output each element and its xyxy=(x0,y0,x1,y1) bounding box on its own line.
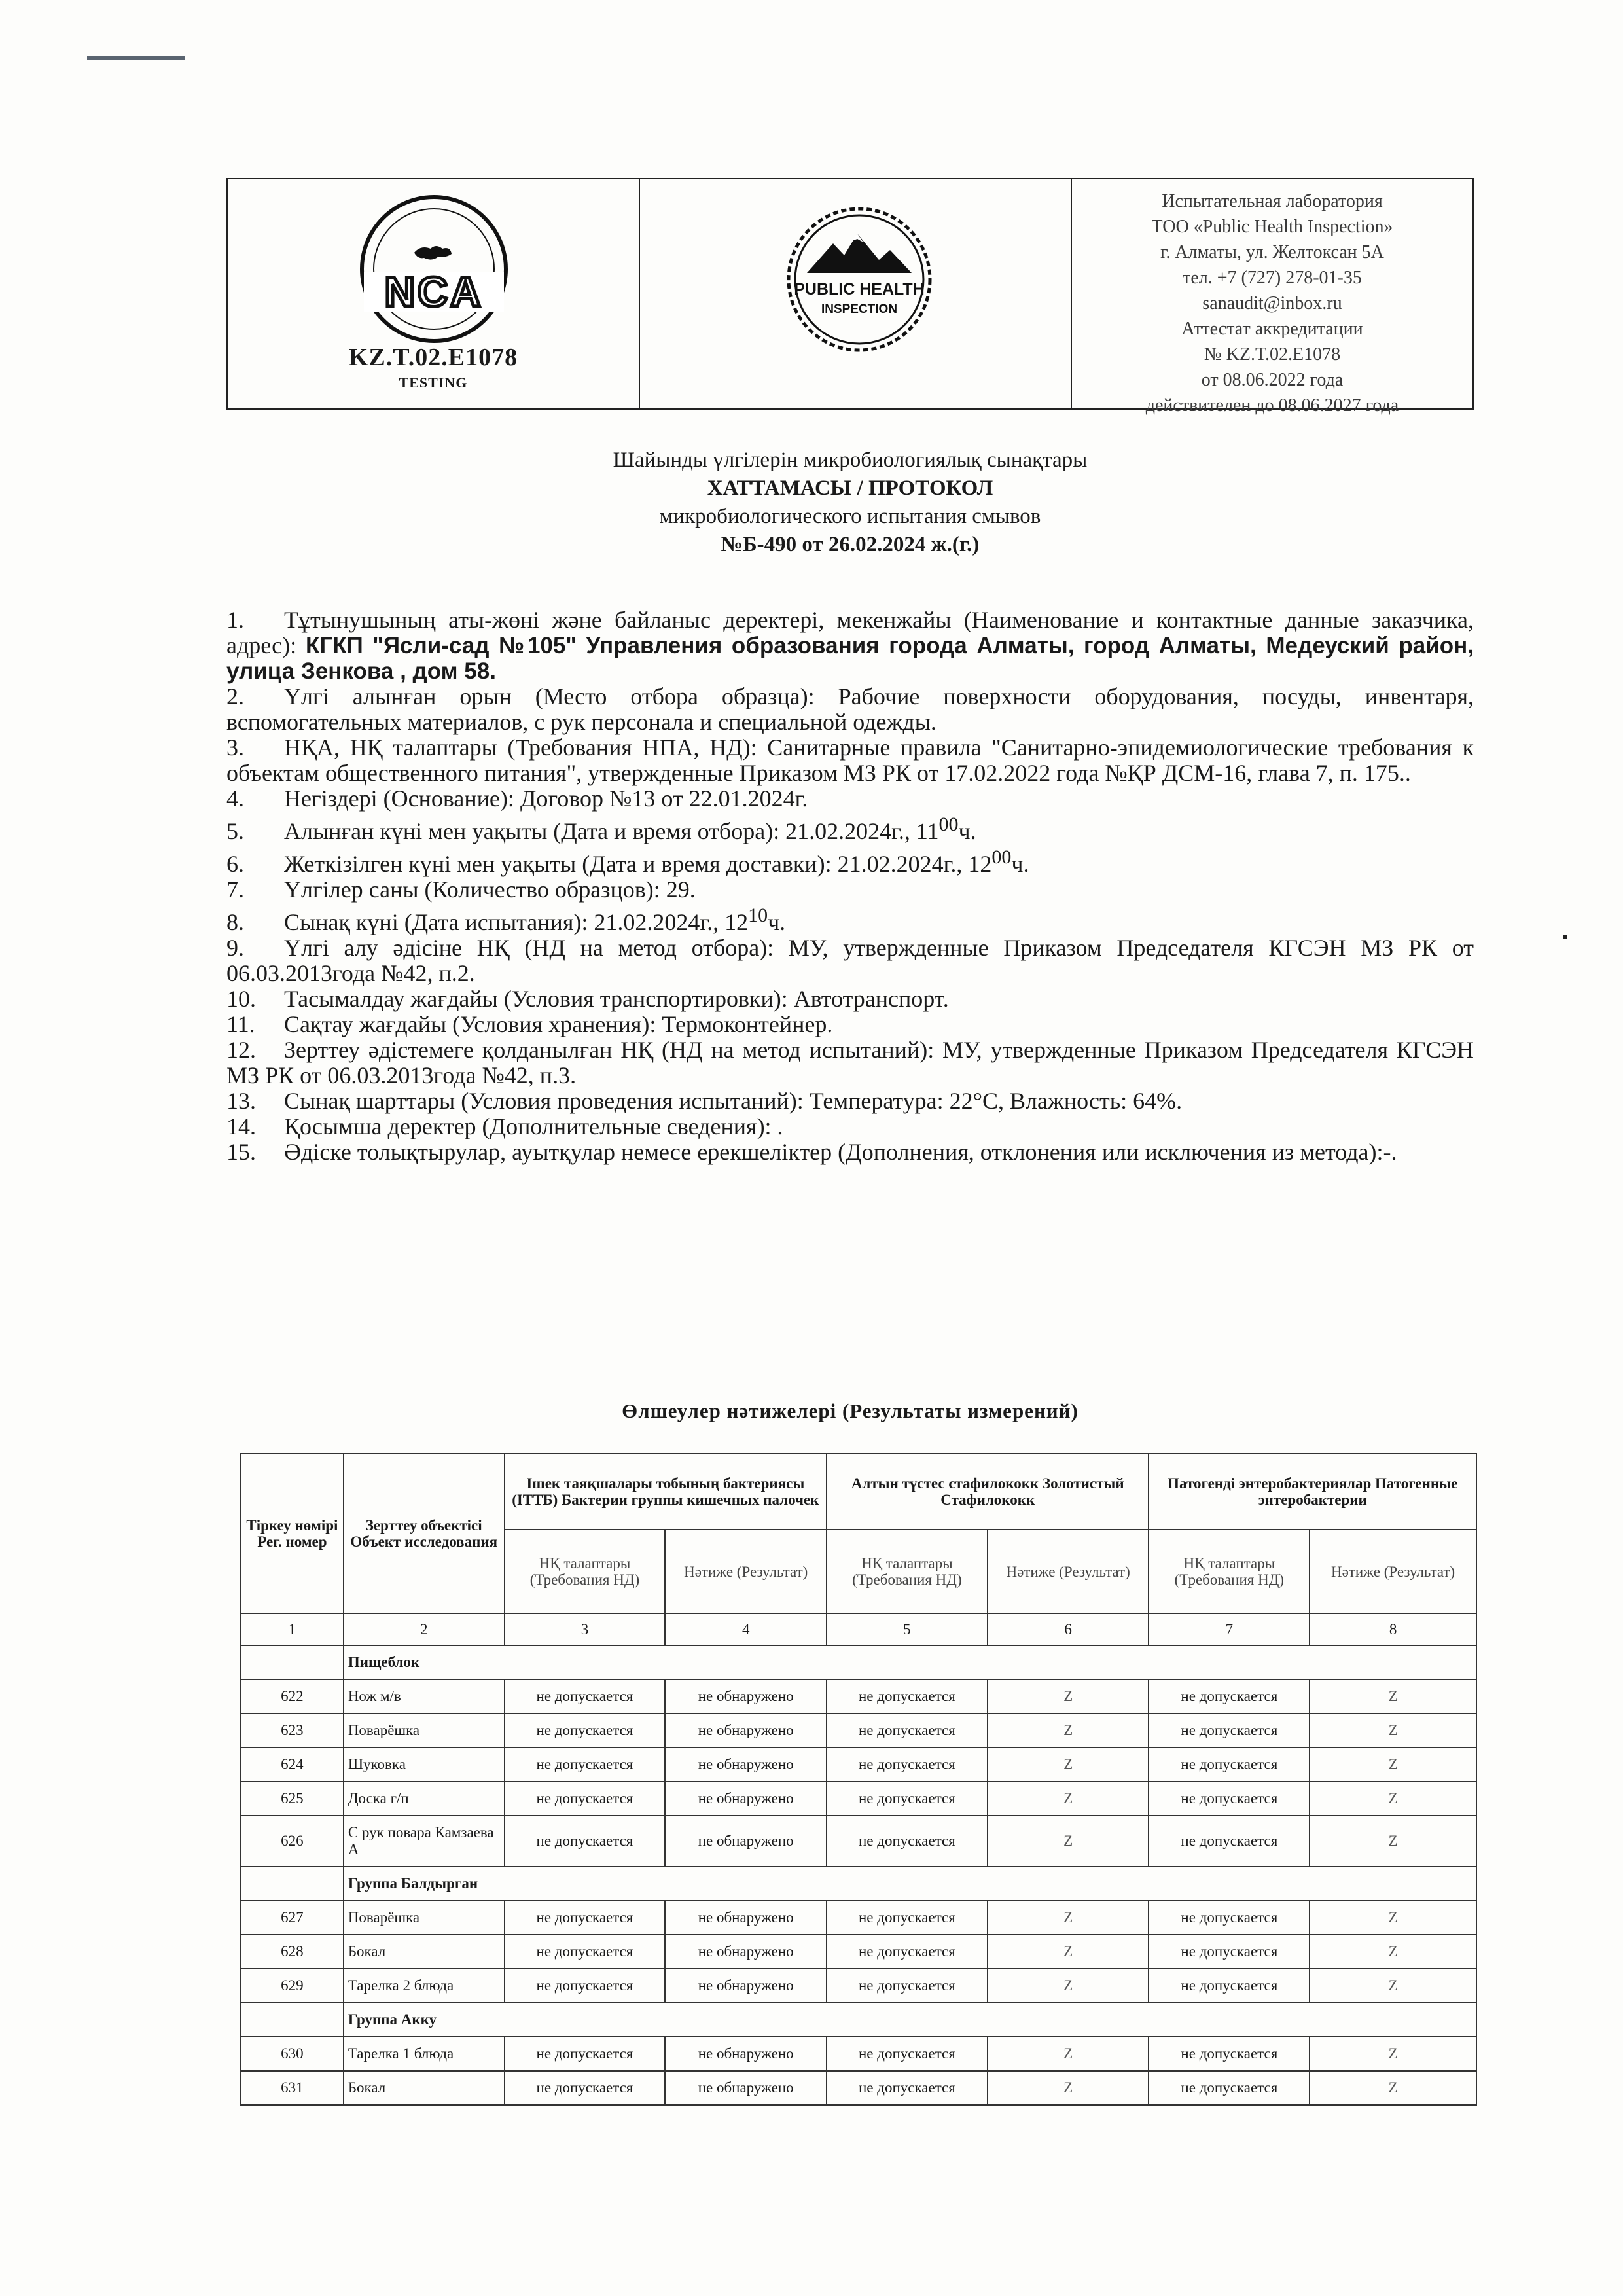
result-cell: Z xyxy=(988,1748,1149,1782)
group-name: Группа Акку xyxy=(344,2003,1476,2037)
lab-info-line: ТОО «Public Health Inspection» xyxy=(1151,217,1393,237)
reg-number: 624 xyxy=(241,1748,344,1782)
column-number: 4 xyxy=(665,1613,827,1645)
result-cell: Z xyxy=(1310,1679,1476,1713)
result-cell: не допускается xyxy=(1149,1901,1310,1935)
title-line-kk: Шайынды үлгілерін микробиологиялық сынақтары xyxy=(613,448,1088,472)
group-empty-cell xyxy=(241,2003,344,2037)
table-row xyxy=(241,1782,1476,1816)
result-cell: не допускается xyxy=(827,1969,988,2003)
svg-text:INSPECTION: INSPECTION xyxy=(821,302,898,316)
column-number: 6 xyxy=(988,1613,1149,1645)
lab-info-line: № KZ.T.02.E1078 xyxy=(1204,344,1341,365)
header-result: Нәтиже (Результат) xyxy=(988,1530,1149,1613)
table-row xyxy=(241,1816,1476,1867)
result-cell: Z xyxy=(988,1969,1149,2003)
result-cell: Z xyxy=(1310,2037,1476,2071)
header-object: Зерттеу объектісі Объект исследования xyxy=(344,1454,505,1613)
protocol-number: №Б-490 от 26.02.2024 ж.(г.) xyxy=(721,533,980,556)
item-9: 9. Үлгі алу әдісіне НҚ (НД на метод отбора): МУ, утвержденные Приказом Председателя КГСЭН МЗ РК от 06.03.2013года №42, п.2. xyxy=(226,935,1474,986)
result-cell: Z xyxy=(1310,1782,1476,1816)
result-cell: Z xyxy=(988,1713,1149,1748)
item-6: 6. Жеткізілген күні мен уақыты (Дата и время доставки): 21.02.2024г., $12^{00}ч$. xyxy=(226,846,1029,877)
result-cell: не обнаружено xyxy=(665,1748,827,1782)
reg-number: 630 xyxy=(241,2037,344,2071)
reg-number: 626 xyxy=(241,1816,344,1867)
table-row xyxy=(241,2037,1476,2071)
column-number-row xyxy=(241,1613,1476,1645)
scan-artifact-line xyxy=(87,56,185,60)
object-name: Доска г/п xyxy=(344,1782,505,1816)
item-2: 2. Үлгі алынған орын (Место отбора образца): Рабочие поверхности оборудования, посуды, инвентаря, вспомогательных материалов, с рук персонала и специальной одежды. xyxy=(226,683,1474,735)
result-cell: не допускается xyxy=(505,1816,666,1867)
result-cell: не допускается xyxy=(1149,1679,1310,1713)
result-cell: Z xyxy=(988,1935,1149,1969)
result-cell: не допускается xyxy=(827,1816,988,1867)
result-cell: Z xyxy=(988,1901,1149,1935)
results-title: Өлшеулер нәтижелері (Результаты измерений) xyxy=(622,1399,1079,1422)
result-cell: Z xyxy=(1310,1935,1476,1969)
result-cell: не обнаружено xyxy=(665,1816,827,1867)
item-1: 1. Тұтынушының аты-жөні және байланыс деректері, мекенжайы (Наименование и контактные данные заказчика, адрес): КГКП "Ясли-сад №105" Управления образования города Алматы, город Алматы, Медеуский район, улица Зенкова , дом 58. xyxy=(226,607,1474,684)
column-number: 7 xyxy=(1149,1613,1310,1645)
result-cell: не обнаружено xyxy=(665,1713,827,1748)
nca-testing-label: TESTING xyxy=(399,374,468,391)
table-row xyxy=(241,1901,1476,1935)
reg-number: 623 xyxy=(241,1713,344,1748)
object-name: Шуковка xyxy=(344,1748,505,1782)
column-number: 3 xyxy=(505,1613,666,1645)
nca-cell xyxy=(228,179,640,408)
lab-info xyxy=(1072,188,1472,418)
group-name: Группа Балдырган xyxy=(344,1867,1476,1901)
result-cell: не допускается xyxy=(827,2037,988,2071)
title-line-protocol: ХАТТАМАСЫ / ПРОТОКОЛ xyxy=(707,476,993,500)
result-cell: не допускается xyxy=(1149,1935,1310,1969)
item-4: 4. Негіздері (Основание): Договор №13 от 22.01.2024г. xyxy=(226,785,808,812)
result-cell: не допускается xyxy=(1149,2037,1310,2071)
result-cell: не допускается xyxy=(827,1679,988,1713)
result-cell: не допускается xyxy=(1149,1816,1310,1867)
lab-info-line: Аттестат аккредитации xyxy=(1181,319,1363,339)
lab-info-line: sanaudit@inbox.ru xyxy=(1202,293,1342,314)
result-cell: не допускается xyxy=(827,2071,988,2105)
result-cell: Z xyxy=(1310,2071,1476,2105)
group-row xyxy=(241,1867,1476,1901)
lab-info-line: от 08.06.2022 года xyxy=(1201,370,1344,390)
result-cell: Z xyxy=(988,1782,1149,1816)
result-cell: не допускается xyxy=(827,1782,988,1816)
reg-number: 628 xyxy=(241,1935,344,1969)
scan-dot xyxy=(1563,935,1567,939)
column-number: 1 xyxy=(241,1613,344,1645)
result-cell: не обнаружено xyxy=(665,1901,827,1935)
table-row xyxy=(241,1935,1476,1969)
column-number: 5 xyxy=(827,1613,988,1645)
result-cell: не обнаружено xyxy=(665,2037,827,2071)
table-row xyxy=(241,1969,1476,2003)
result-cell: не допускается xyxy=(827,1935,988,1969)
object-name: Бокал xyxy=(344,1935,505,1969)
item-11: 11. Сақтау жағдайы (Условия хранения): Термоконтейнер. xyxy=(226,1011,833,1037)
nca-accreditation-code: KZ.T.02.E1078 xyxy=(348,344,518,371)
result-cell: не допускается xyxy=(1149,2071,1310,2105)
reg-number: 622 xyxy=(241,1679,344,1713)
lab-info-cell xyxy=(1072,179,1472,416)
item-5: 5. Алынған күні мен уақыты (Дата и время отбора): 21.02.2024г., $11^{00}ч$. xyxy=(226,814,976,844)
nca-logo-icon xyxy=(352,194,516,344)
result-cell: Z xyxy=(988,2071,1149,2105)
lab-info-line: Испытательная лаборатория xyxy=(1162,191,1383,211)
public-health-inspection-logo-icon xyxy=(784,198,935,361)
result-cell: не допускается xyxy=(1149,1748,1310,1782)
result-cell: не допускается xyxy=(1149,1969,1310,2003)
group-row xyxy=(241,1645,1476,1679)
result-cell: не допускается xyxy=(1149,1782,1310,1816)
item-3: 3. НҚА, НҚ талаптары (Требования НПА, НД): Санитарные правила "Санитарно-эпидемиологические требования к объектам общественного питания", утвержденные Приказом МЗ РК от 17.02.2022 года №ҚР ДСМ-16, глава 7, п. 175.. xyxy=(226,734,1474,786)
group-empty-cell xyxy=(241,1867,344,1901)
column-number: 2 xyxy=(344,1613,505,1645)
header-coliform: Ішек таяқшалары тобының бактериясы (ІТТБ) Бактерии группы кишечных палочек xyxy=(505,1454,827,1530)
column-number: 8 xyxy=(1310,1613,1476,1645)
item-14: 14. Қосымша деректер (Дополнительные сведения): . xyxy=(226,1113,783,1139)
result-cell: Z xyxy=(1310,1713,1476,1748)
lab-info-line: действителен до 08.06.2027 года xyxy=(1145,395,1399,416)
result-cell: не обнаружено xyxy=(665,1679,827,1713)
result-cell: не допускается xyxy=(505,1782,666,1816)
result-cell: не обнаружено xyxy=(665,2071,827,2105)
result-cell: не допускается xyxy=(505,1901,666,1935)
document-title xyxy=(226,446,1474,559)
result-cell: Z xyxy=(988,1816,1149,1867)
result-cell: не допускается xyxy=(505,1748,666,1782)
header-enterobacteria: Патогенді энтеробактериялар Патогенные энтеробактерии xyxy=(1149,1454,1476,1530)
object-name: Тарелка 1 блюда xyxy=(344,2037,505,2071)
result-cell: не допускается xyxy=(1149,1713,1310,1748)
header-staphylococcus: Алтын түстес стафилококк Золотистый Стафилококк xyxy=(827,1454,1149,1530)
group-name: Пищеблок xyxy=(344,1645,1476,1679)
result-cell: Z xyxy=(1310,1748,1476,1782)
table-row xyxy=(241,2071,1476,2105)
reg-number: 629 xyxy=(241,1969,344,2003)
header-reg-number: Тіркеу нөмірі Рег. номер xyxy=(241,1454,344,1613)
header-requirement: НҚ талаптары (Требования НД) xyxy=(505,1530,666,1613)
object-name: Нож м/в xyxy=(344,1679,505,1713)
object-name: Поварёшка xyxy=(344,1713,505,1748)
reg-number: 627 xyxy=(241,1901,344,1935)
object-name: Поварёшка xyxy=(344,1901,505,1935)
item-8: 8. Сынақ күні (Дата испытания): 21.02.2024г., $12^{10}ч$. xyxy=(226,905,786,935)
lab-info-line: г. Алматы, ул. Желтоксан 5А xyxy=(1160,242,1384,262)
header-table xyxy=(226,178,1474,416)
result-cell: не обнаружено xyxy=(665,1969,827,2003)
results-table xyxy=(240,1453,1477,2106)
item-15: 15. Әдіске толықтырулар, ауытқулар немесе ерекшеліктер (Дополнения, отклонения или исключения из метода):-. xyxy=(226,1139,1397,1165)
lab-info-line: тел. +7 (727) 278-01-35 xyxy=(1183,268,1362,288)
result-cell: не допускается xyxy=(505,1713,666,1748)
result-cell: не обнаружено xyxy=(665,1782,827,1816)
group-row xyxy=(241,2003,1476,2037)
header-result: Нәтиже (Результат) xyxy=(665,1530,827,1613)
result-cell: не допускается xyxy=(505,1679,666,1713)
reg-number: 631 xyxy=(241,2071,344,2105)
result-cell: Z xyxy=(988,1679,1149,1713)
protocol-items xyxy=(226,607,1474,1165)
item-13: 13. Сынақ шарттары (Условия проведения испытаний): Температура: 22°С, Влажность: 64%. xyxy=(226,1088,1183,1114)
customer-name: КГКП "Ясли-сад №105" Управления образования города Алматы, город Алматы, Медеуский район, улица Зенкова , дом 58. xyxy=(226,633,1474,684)
result-cell: не допускается xyxy=(827,1713,988,1748)
object-name: С рук повара Камзаева А xyxy=(344,1816,505,1867)
reg-number: 625 xyxy=(241,1782,344,1816)
result-cell: не допускается xyxy=(505,2071,666,2105)
result-cell: не обнаружено xyxy=(665,1935,827,1969)
header-result: Нәтиже (Результат) xyxy=(1310,1530,1476,1613)
result-cell: не допускается xyxy=(505,1935,666,1969)
item-12: 12. Зерттеу әдістемеге қолданылған НҚ (НД на метод испытаний): МУ, утвержденные Приказом Председателя КГСЭН МЗ РК от 06.03.2013года №42, п.3. xyxy=(226,1037,1474,1088)
result-cell: не допускается xyxy=(505,1969,666,2003)
header-requirement: НҚ талаптары (Требования НД) xyxy=(1149,1530,1310,1613)
object-name: Тарелка 2 блюда xyxy=(344,1969,505,2003)
result-cell: не допускается xyxy=(827,1901,988,1935)
table-row xyxy=(241,1748,1476,1782)
table-row xyxy=(241,1679,1476,1713)
object-name: Бокал xyxy=(344,2071,505,2105)
result-cell: Z xyxy=(1310,1969,1476,2003)
result-cell: Z xyxy=(1310,1816,1476,1867)
group-empty-cell xyxy=(241,1645,344,1679)
results-table-body xyxy=(241,1645,1476,2105)
result-cell: Z xyxy=(1310,1901,1476,1935)
result-cell: не допускается xyxy=(827,1748,988,1782)
result-cell: Z xyxy=(988,2037,1149,2071)
svg-text:PUBLIC HEALTH: PUBLIC HEALTH xyxy=(794,280,925,298)
table-row xyxy=(241,1713,1476,1748)
item-10: 10. Тасымалдау жағдайы (Условия транспортировки): Автотранспорт. xyxy=(226,986,949,1012)
title-line-ru: микробиологического испытания смывов xyxy=(659,505,1041,528)
header-requirement: НҚ талаптары (Требования НД) xyxy=(827,1530,988,1613)
svg-text:NCA: NCA xyxy=(384,268,484,315)
item-7: 7. Үлгілер саны (Количество образцов): 29. xyxy=(226,876,696,903)
phi-cell xyxy=(640,179,1072,408)
result-cell: не допускается xyxy=(505,2037,666,2071)
